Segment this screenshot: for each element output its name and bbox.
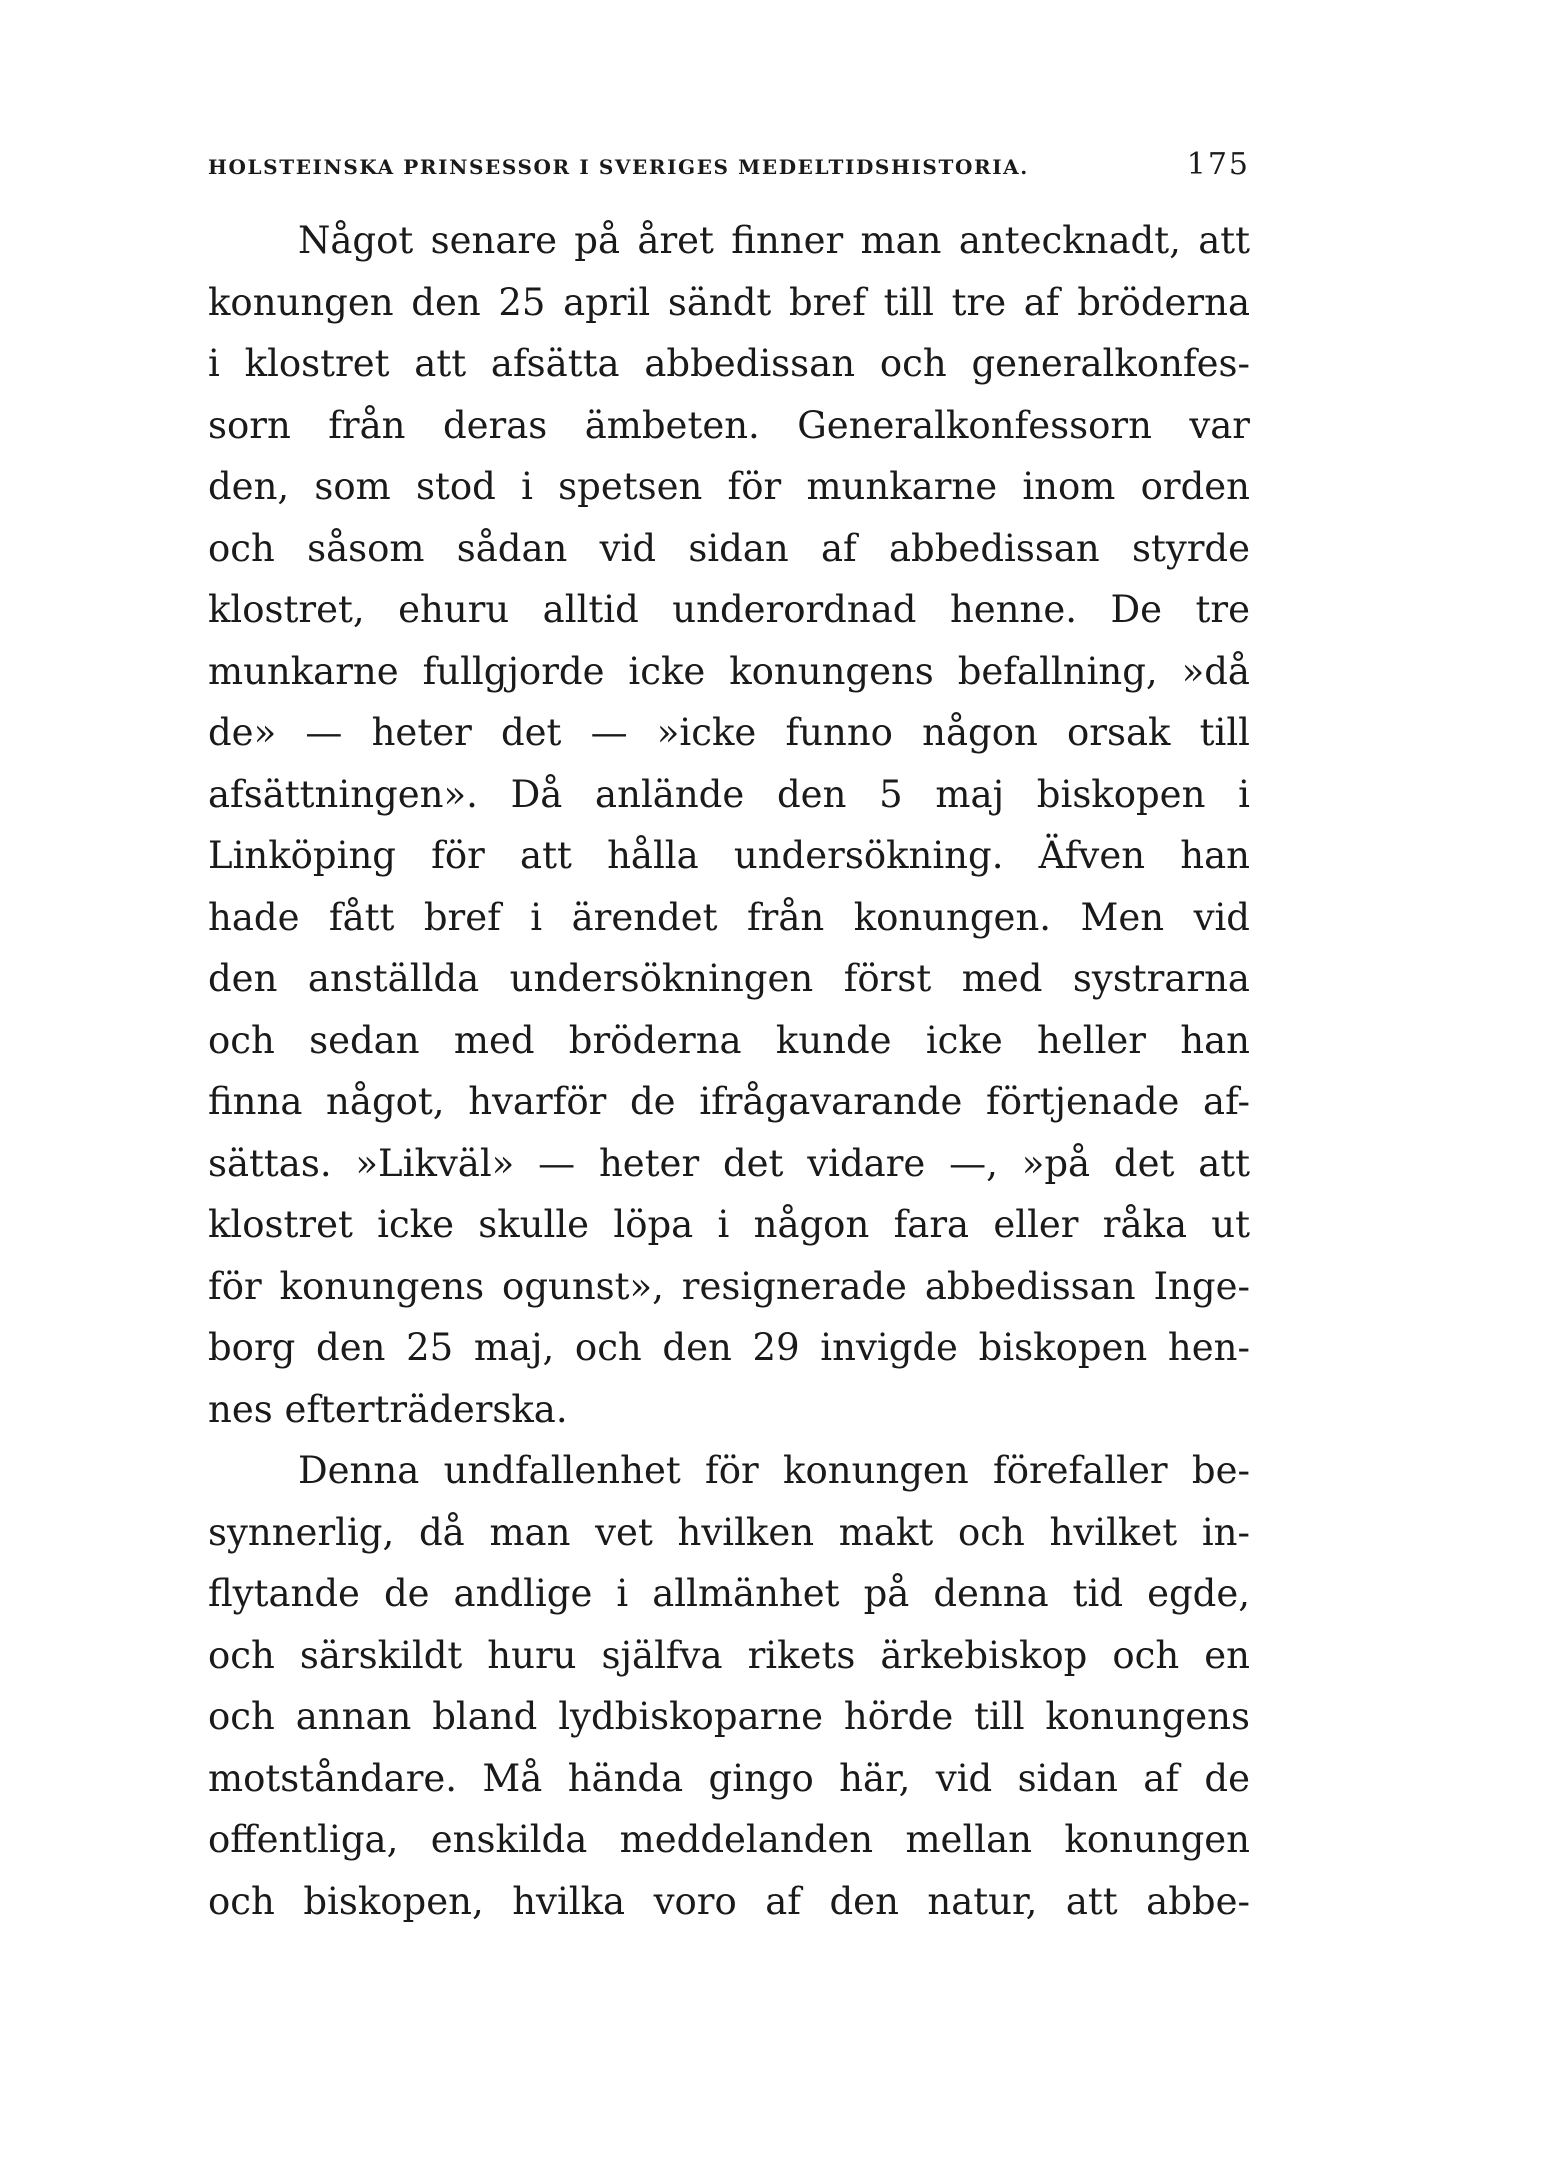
- text-line: sorn från deras ämbeten. Generalkonfessorn var: [208, 403, 1250, 447]
- running-head: [208, 147, 1250, 187]
- paragraph-2: [208, 1440, 1250, 1932]
- text-line: och sedan med bröderna kunde icke heller han: [208, 1018, 1250, 1062]
- text-line: motståndare. Må hända gingo här, vid sidan af de: [208, 1756, 1250, 1800]
- text-line: för konungens ogunst», resignerade abbedissan Inge-: [208, 1264, 1250, 1308]
- text-line: nes efterträderska.: [208, 1387, 568, 1431]
- text-line: klostret icke skulle löpa i någon fara eller råka ut: [208, 1203, 1250, 1246]
- text-line: hade fått bref i ärendet från konungen. Men vid: [208, 895, 1250, 939]
- paragraph-1: [208, 210, 1250, 1440]
- text-line: den anställda undersökningen först med systrarna: [208, 957, 1250, 1000]
- body-text: [208, 210, 1250, 1932]
- text-line: flytande de andlige i allmänhet på denna tid egde,: [208, 1572, 1250, 1615]
- text-line: den, som stod i spetsen för munkarne inom orden: [208, 465, 1250, 508]
- text-line: konungen den 25 april sändt bref till tre af bröderna: [208, 280, 1250, 324]
- text-line: borg den 25 maj, och den 29 invigde biskopen hen-: [208, 1326, 1250, 1369]
- text-line: afsättningen». Då anlände den 5 maj biskopen i: [208, 772, 1250, 816]
- text-line: finna något, hvarför de ifrågavarande förtjenade af-: [208, 1080, 1250, 1123]
- text-line: synnerlig, då man vet hvilken makt och hvilket in-: [208, 1510, 1250, 1554]
- text-line: och biskopen, hvilka voro af den natur, att abbe-: [208, 1879, 1250, 1923]
- text-line: Denna undfallenhet för konungen förefaller be-: [298, 1449, 1250, 1492]
- text-line: klostret, ehuru alltid underordnad henne. De tre: [208, 588, 1250, 631]
- text-line: munkarne fullgjorde icke konungens befallning, »då: [208, 649, 1250, 693]
- text-line: och särskildt huru själfva rikets ärkebiskop och en: [208, 1633, 1250, 1677]
- page-number: 175: [1186, 147, 1250, 182]
- text-line: Något senare på året finner man antecknadt, att: [298, 219, 1250, 262]
- text-line: i klostret att afsätta abbedissan och generalkonfes-: [208, 342, 1250, 385]
- text-line: och såsom sådan vid sidan af abbedissan styrde: [208, 526, 1250, 570]
- text-line: de» — heter det — »icke funno någon orsak till: [208, 711, 1250, 754]
- text-line: Linköping för att hålla undersökning. Äfven han: [208, 834, 1250, 877]
- text-line: sättas. »Likväl» — heter det vidare —, »på det att: [208, 1141, 1250, 1185]
- text-line: och annan bland lydbiskoparne hörde till konungens: [208, 1695, 1250, 1738]
- running-head-title: HOLSTEINSKA PRINSESSOR I SVERIGES MEDELTIDSHISTORIA.: [208, 155, 1029, 179]
- text-line: offentliga, enskilda meddelanden mellan konungen: [208, 1818, 1250, 1861]
